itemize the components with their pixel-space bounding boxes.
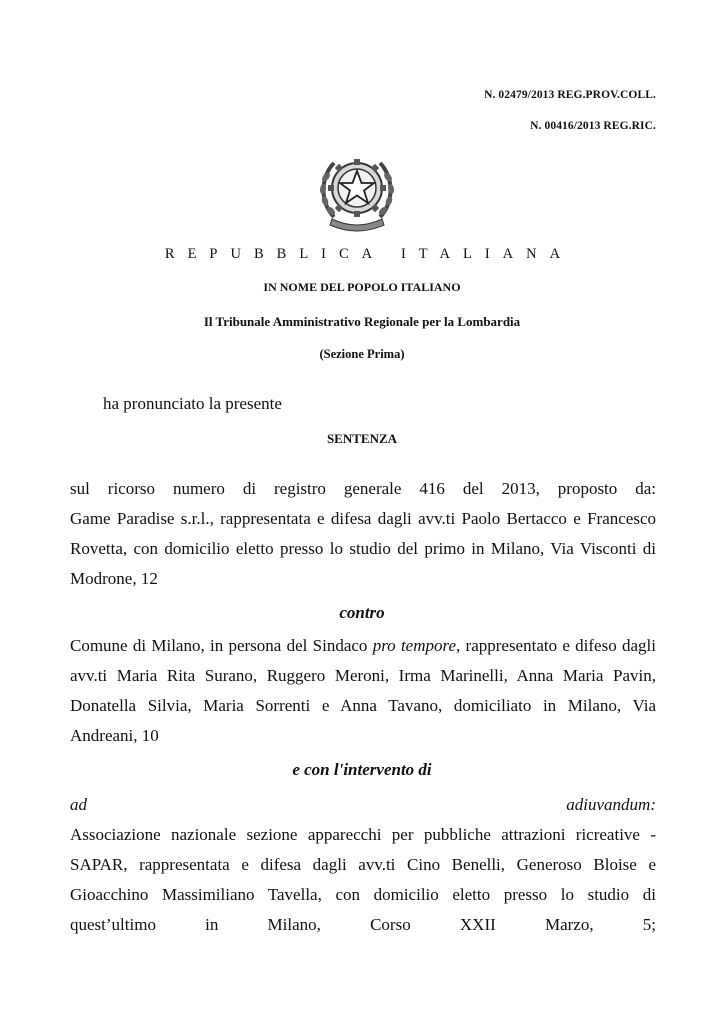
republic-heading: REPUBBLICA ITALIANA — [164, 246, 574, 262]
contro-line-text: Comune di Milano, in persona del Sindaco — [70, 636, 373, 655]
reg-prov-coll-number: N. 02479/2013 REG.PROV.COLL. — [484, 89, 656, 101]
contro-heading: contro — [339, 603, 385, 622]
intervento-line: Gioacchino Massimiliano Tavella, con domicilio eletto presso lo studio di — [70, 885, 656, 904]
intervento-paragraph — [70, 820, 656, 940]
adiuvandum-text: adiuvandum: — [566, 795, 656, 814]
intervento-line: Associazione nazionale sezione apparecchi per pubbliche attrazioni ricreative - — [70, 825, 656, 844]
reg-ric-number: N. 00416/2013 REG.RIC. — [530, 120, 656, 132]
ricorso-paragraph — [70, 474, 656, 594]
in-nome-heading: IN NOME DEL POPOLO ITALIANO — [263, 280, 461, 294]
intervento-heading: e con l'intervento di — [292, 760, 432, 779]
emblem-of-italy-icon — [312, 147, 402, 233]
sezione-heading: (Sezione Prima) — [319, 347, 405, 361]
sentenza-heading: SENTENZA — [326, 431, 398, 446]
intervento-line: quest’ultimo in Milano, Corso XXII Marzo, 5; — [70, 915, 656, 934]
contro-paragraph — [70, 631, 656, 751]
ricorso-line: Game Paradise s.r.l., rappresentata e difesa dagli avv.ti Paolo Bertacco e Francesco — [70, 509, 656, 528]
pronunciato-text: ha pronunciato la presente — [103, 394, 282, 413]
ad-text: ad — [70, 795, 87, 814]
ricorso-line: Modrone, 12 — [70, 569, 158, 588]
contro-line: Andreani, 10 — [70, 726, 159, 745]
contro-line-text: , rappresentato e difeso dagli — [456, 636, 656, 655]
tribunale-heading: Il Tribunale Amministrativo Regionale per la Lombardia — [203, 314, 521, 329]
intervento-line: SAPAR, rappresentata e difesa dagli avv.ti Cino Benelli, Generoso Bloise e — [70, 855, 656, 874]
adiuvandum-line — [70, 790, 656, 820]
ricorso-line: Rovetta, con domicilio eletto presso lo studio del primo in Milano, Via Visconti di — [70, 539, 656, 558]
ricorso-line: sul ricorso numero di registro generale 416 del 2013, proposto da: — [70, 479, 656, 498]
pro-tempore-text: pro tempore — [372, 636, 457, 655]
contro-first-line — [70, 631, 656, 661]
contro-line: avv.ti Maria Rita Surano, Ruggero Meroni, Irma Marinelli, Anna Maria Pavin, — [70, 666, 656, 685]
contro-line: Donatella Silvia, Maria Sorrenti e Anna Tavano, domiciliato in Milano, Via — [70, 696, 656, 715]
adiuvandum-row — [70, 790, 656, 820]
